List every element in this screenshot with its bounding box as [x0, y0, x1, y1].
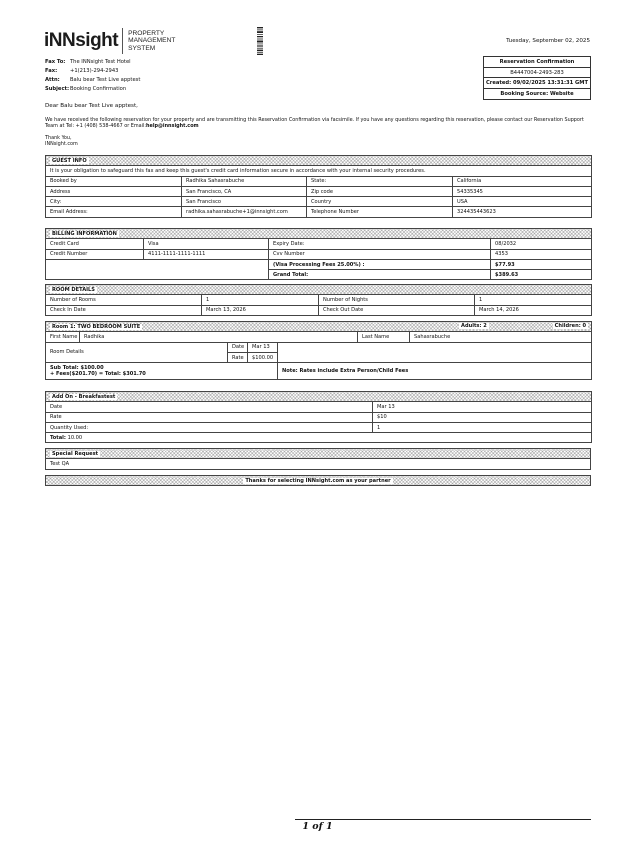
booked-by: Radhika Sahasrabuche: [182, 176, 307, 186]
adults-count: Adults: 2: [461, 323, 487, 329]
check-in-date: March 13, 2026: [202, 305, 319, 315]
guest-info-section: [45, 155, 592, 218]
booking-source: Booking Source: Website: [500, 90, 574, 97]
billing-heading: BILLING INFORMATION: [52, 230, 117, 237]
logo-divider: [122, 28, 123, 54]
attn: Balu bear Test Live apptest: [70, 77, 141, 83]
table-row: Quantity Used: 1: [46, 422, 592, 432]
city: San Francisco: [182, 197, 307, 207]
room-1-heading: Room 1: TWO BEDROOM SUITE: [52, 323, 141, 330]
room-date: Mar 13: [248, 342, 278, 352]
table-row: Credit Number 4111-1111-1111-1111 Cvv Number 4353: [46, 249, 592, 259]
logo-wordmark: iNNsight: [44, 30, 119, 51]
room-fees-total: + Fees($201.70) = Total: $301.70: [50, 371, 146, 378]
confirmation-title: Reservation Confirmation: [484, 57, 590, 68]
number-of-nights: 1: [475, 295, 592, 305]
table-row: Rate $10: [46, 412, 592, 422]
table-row: Booked by Radhika Sahasrabuche State: California: [46, 176, 592, 186]
signoff: Thank You, INNsight.com: [45, 135, 78, 148]
barcode-icon: [256, 27, 264, 55]
room-details-section: [45, 284, 592, 316]
cvv-number: 4353: [491, 249, 592, 259]
table-row: Number of Rooms 1 Number of Nights 1: [46, 295, 592, 305]
table-row: Email Address: radhika.sahasrabuche+1@innsight.com Telephone Number 324435443623: [46, 207, 592, 217]
fax-number: +1(213)-294-2943: [70, 68, 119, 74]
table-row: (Visa Processing Fees 25.00%) : $77.93: [46, 259, 592, 269]
room-rate: $100.00: [248, 352, 278, 362]
table-row: City: San Francisco Country USA: [46, 197, 592, 207]
thanks-bar: [45, 475, 591, 486]
page-number: 1 of 1: [302, 821, 333, 832]
table-row: Check In Date March 13, 2026 Check Out Date March 14, 2026: [46, 305, 592, 315]
thanks-message: Thanks for selecting INNsight.com as your partner: [245, 477, 391, 484]
table-row: First Name Radhika Last Name Sahasrabuche: [46, 332, 592, 342]
fax-to: The INNsight Test Hotel: [70, 59, 131, 65]
children-count: Children: 0: [554, 323, 587, 329]
table-row: Address San Francisco, CA Zip code 54335345: [46, 186, 592, 196]
addon-heading: Add On - Breakfastest: [52, 393, 116, 400]
special-request-heading: Special Request: [52, 450, 99, 457]
check-out-date: March 14, 2026: [475, 305, 592, 315]
header-date: Tuesday, September 02, 2025: [506, 38, 590, 44]
reservation-confirmation-box: [483, 56, 591, 100]
first-name: Radhika: [80, 332, 358, 342]
addon-date: Mar 13: [373, 402, 592, 412]
credit-card-type: Visa: [144, 239, 269, 249]
number-of-rooms: 1: [202, 295, 319, 305]
special-request-text: Test QA: [46, 459, 591, 469]
addon-total: 10.00: [67, 434, 83, 441]
intro-paragraph: We have received the following reservation for your property and are transmitting this Reservation Confirmation via facsimile. If you have any questions regarding this reservation, please contact our Reservation Support Team at Tel: +1 (408) 538-4667 or Email:help@innsight.com: [45, 117, 584, 130]
grand-total: $389.63: [491, 270, 592, 280]
greeting: Dear Balu bear Test Live apptest,: [45, 103, 138, 109]
billing-section: [45, 228, 592, 280]
footer-divider: [295, 819, 591, 820]
zip-code: 54335345: [453, 186, 592, 196]
expiry-date: 08/2032: [491, 239, 592, 249]
address: San Francisco, CA: [182, 186, 307, 196]
innsight-logo: [44, 28, 175, 54]
room-subtotal: Sub Total: $100.00: [50, 364, 104, 371]
table-row: Rate $100.00: [46, 352, 592, 362]
guest-info-heading: GUEST INFO: [52, 157, 87, 164]
confirmation-number: B4447004-2493-283: [484, 68, 590, 79]
room-1-section: [45, 321, 592, 380]
country: USA: [453, 197, 592, 207]
table-row: Total: 10.00: [46, 433, 592, 443]
fax-header: Fax To: The INNsight Test Hotel Fax: +1(213)-294-2943 Attn: Balu bear Test Live apptest Subject: Booking Confirmation: [45, 59, 141, 92]
addon-rate: $10: [373, 412, 592, 422]
telephone: 324435443623: [453, 207, 592, 217]
table-row: Date Mar 13: [46, 402, 592, 412]
rates-note: Note: Rates include Extra Person/Child Fees: [278, 363, 592, 380]
security-notice: It is your obligation to safeguard this fax and keep this guest's credit card information secure in accordance with your internal security procedures.: [46, 166, 592, 176]
subject: Booking Confirmation: [70, 86, 127, 92]
table-row: Grand Total: $389.63: [46, 270, 592, 280]
email-address: radhika.sahasrabuche+1@innsight.com: [182, 207, 307, 217]
special-request-section: [45, 448, 591, 470]
room-details-heading: ROOM DETAILS: [52, 286, 95, 293]
addon-quantity: 1: [373, 422, 592, 432]
table-row: Credit Card Visa Expiry Date: 08/2032: [46, 239, 592, 249]
state: California: [453, 176, 592, 186]
processing-fees: $77.93: [491, 259, 592, 269]
table-row: Room Details Date Mar 13: [46, 342, 592, 352]
confirmation-created: Created: 09/02/2025 13:31:31 GMT: [484, 78, 590, 89]
table-row: [46, 363, 592, 380]
logo-tagline: PROPERTY MANAGEMENT SYSTEM: [128, 29, 176, 52]
credit-number: 4111-1111-1111-1111: [144, 249, 269, 259]
addon-section: [45, 391, 592, 443]
last-name: Sahasrabuche: [410, 332, 592, 342]
support-email-link[interactable]: help@innsight.com: [146, 123, 199, 130]
